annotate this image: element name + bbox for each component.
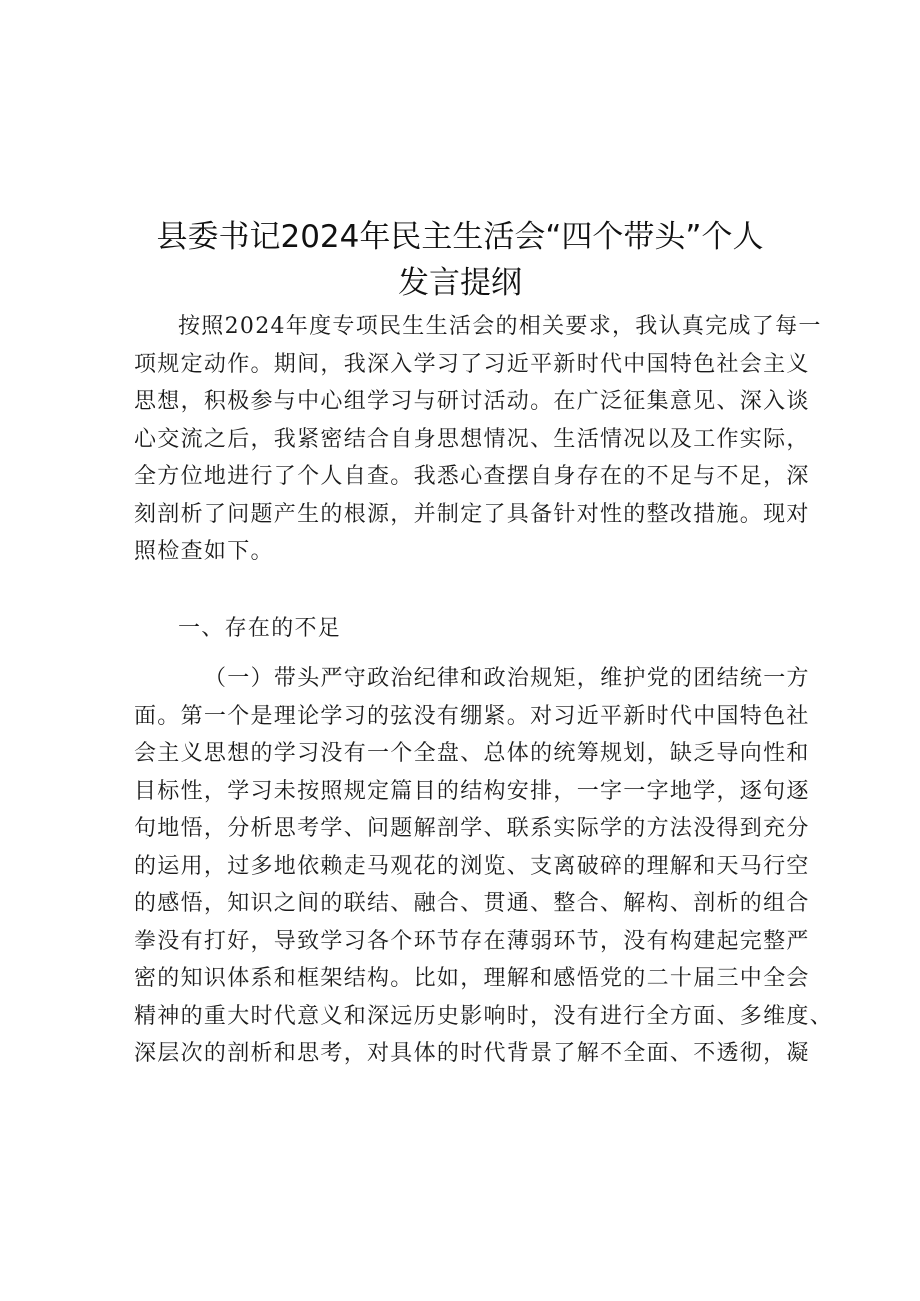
paragraph-line: 目标性，学习未按照规定篇目的结构安排，一字一字地学，逐句逐 [134,778,810,804]
paragraph-line: 全方位地进行了个人自查。我悉心查摆自身存在的不足与不足，深 [134,464,810,489]
paragraph-line: 思想，积极参与中心组学习与研讨活动。在广泛征集意见、深入谈 [134,389,810,414]
intro-paragraph [134,308,822,571]
document-title [100,214,820,306]
section-heading [134,610,796,648]
paragraph-line: 句地悟，分析思考学、问题解剖学、联系实际学的方法没得到充分 [134,816,810,841]
section-1-paragraph [134,660,834,1073]
title-line-2: 发言提纲 [398,265,522,301]
paragraph-line: 会主义思想的学习没有一个全盘、总体的统筹规划，缺乏导向性和 [134,741,810,766]
paragraph-line: 深层次的剖析和思考，对具体的时代背景了解不全面、不透彻，凝 [134,1041,810,1066]
paragraph-line: （一）带头严守政治纪律和政治规矩，维护党的团结统一方 [204,666,810,691]
paragraph-line: 的感悟，知识之间的联结、融合、贯通、整合、解构、剖析的组合 [134,891,810,916]
paragraph-line: 照检查如下。 [134,539,274,564]
paragraph-line: 面。第一个是理论学习的弦没有绷紧。对习近平新时代中国特色社 [134,703,810,729]
paragraph-line: 的运用，过多地依赖走马观花的浏览、支离破碎的理解和天马行空 [134,853,810,879]
paragraph-line: 拳没有打好，导致学习各个环节存在薄弱环节，没有构建起完整严 [134,928,810,954]
paragraph-line: 项规定动作。期间，我深入学习了习近平新时代中国特色社会主义 [134,351,810,377]
title-line-1: 县委书记2024年民主生活会“四个带头”个人 [156,219,764,255]
paragraph-line: 精神的重大时代意义和深远历史影响时，没有进行全方面、多维度、 [134,1003,834,1029]
paragraph-line: 刻剖析了问题产生的根源，并制定了具备针对性的整改措施。现对 [134,501,810,527]
paragraph-line: 按照2024年度专项民生生活会的相关要求，我认真完成了每一 [178,314,822,339]
paragraph-line: 心交流之后，我紧密结合自身思想情况、生活情况以及工作实际， [134,426,810,452]
paragraph-line: 密的知识体系和框架结构。比如，理解和感悟党的二十届三中全会 [134,966,810,991]
section-heading-text: 一、存在的不足 [178,616,342,641]
